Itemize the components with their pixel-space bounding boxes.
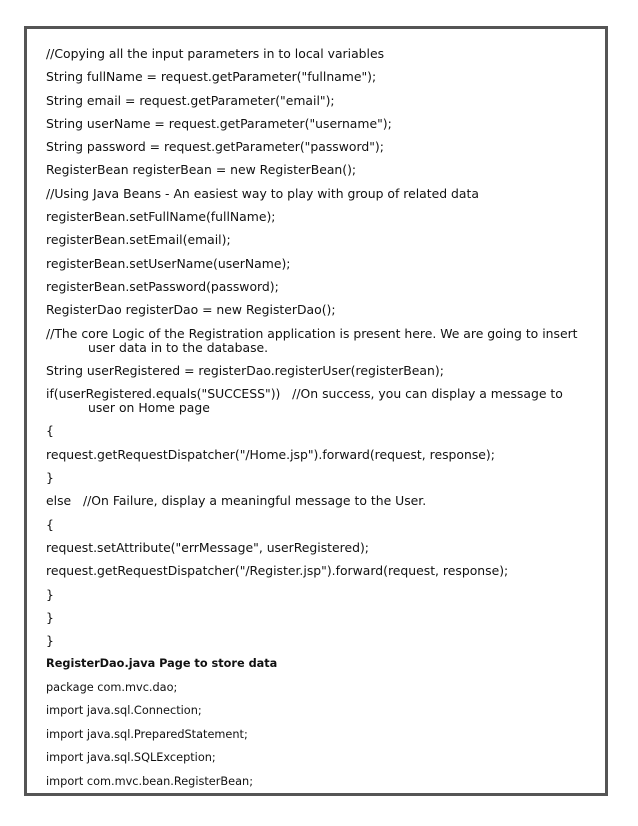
code-line: if(userRegistered.equals("SUCCESS")) //On success, you can display a message to user on Home page [46, 386, 567, 416]
code-line: String fullName = request.getParameter("fullname"); [46, 69, 377, 85]
code-line: registerBean.setEmail(email); [46, 232, 231, 248]
code-line: } [46, 633, 54, 649]
code-line: String userName = request.getParameter("username"); [46, 115, 392, 131]
page-frame [24, 26, 608, 796]
code-line: registerBean.setFullName(fullName); [46, 209, 276, 225]
code-line: String email = request.getParameter("email"); [46, 92, 335, 108]
code-line: } [46, 470, 54, 486]
code-line: registerBean.setPassword(password); [46, 278, 279, 294]
import-line: import java.sql.Connection; [46, 704, 202, 718]
code-line: { [46, 516, 54, 532]
code-line: registerBean.setUserName(userName); [46, 255, 291, 271]
code-block [46, 47, 591, 798]
code-line: //Copying all the input parameters in to local variables [46, 46, 385, 61]
section-heading: RegisterDao.java Page to store data [46, 657, 278, 671]
code-line: //Using Java Beans - An easiest way to play with group of related data [46, 185, 479, 201]
code-line: String userRegistered = registerDao.registerUser(registerBean); [46, 362, 444, 378]
code-line: request.setAttribute("errMessage", userRegistered); [46, 539, 369, 555]
code-line: RegisterDao registerDao = new RegisterDao(); [46, 302, 336, 318]
code-line: { [46, 423, 54, 439]
code-line: //The core Logic of the Registration application is present here. We are going to insert user data in to the database. [46, 325, 582, 355]
code-line: } [46, 586, 54, 602]
code-line: request.getRequestDispatcher("/Register.jsp").forward(request, response); [46, 563, 509, 579]
import-line: import java.sql.SQLException; [46, 751, 216, 765]
import-line: package com.mvc.dao; [46, 680, 178, 694]
code-line: RegisterBean registerBean = new RegisterBean(); [46, 162, 357, 178]
import-line: import com.mvc.bean.RegisterBean; [46, 774, 253, 788]
import-line: import java.sql.PreparedStatement; [46, 727, 248, 741]
code-line: String password = request.getParameter("password"); [46, 139, 384, 155]
code-line: } [46, 609, 54, 625]
code-line: request.getRequestDispatcher("/Home.jsp").forward(request, response); [46, 446, 495, 462]
code-line: else //On Failure, display a meaningful message to the User. [46, 493, 427, 509]
